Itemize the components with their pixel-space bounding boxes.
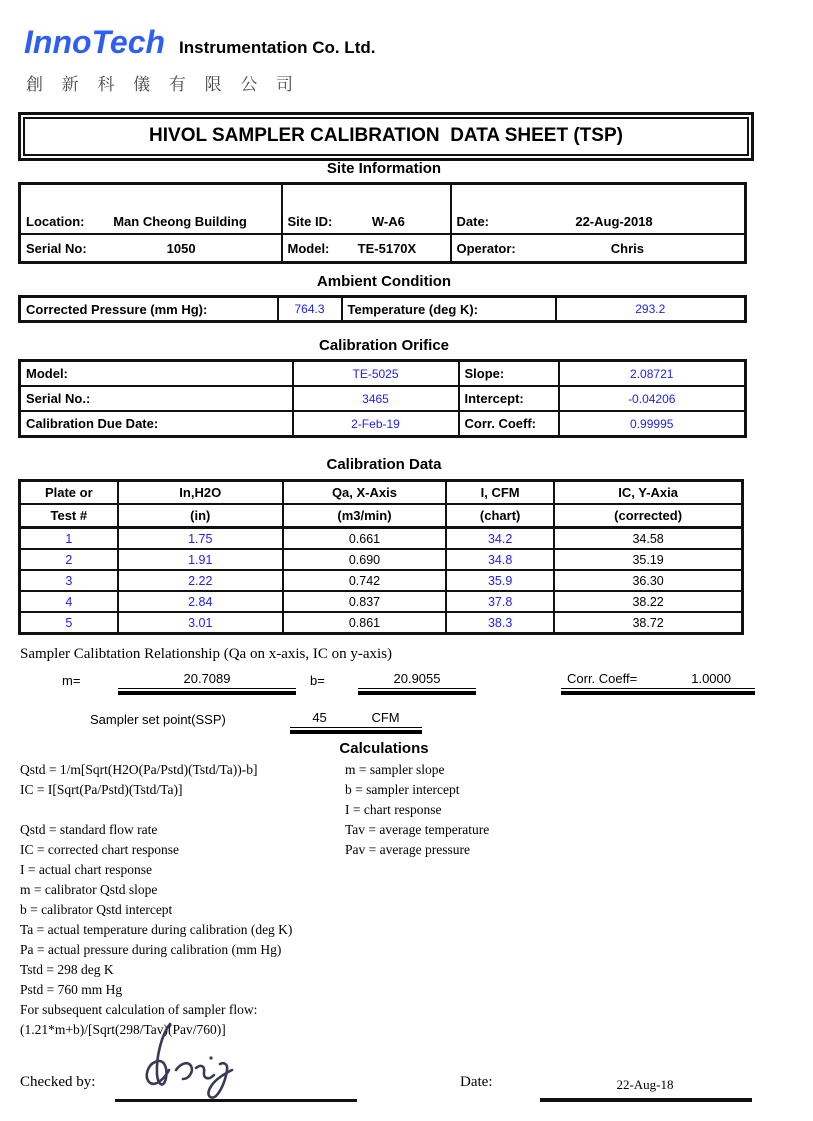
title-box [18,112,754,161]
pressure-value: 764.3 [278,297,342,322]
table-row [20,612,743,634]
site-operator-label: Operator: [456,240,516,256]
formula-line: For subsequent calculation of sampler flow: [20,1002,258,1017]
col-subheader: (m3/min) [283,504,446,528]
formula-line: Tstd = 298 deg K [20,962,114,977]
orifice-slope-value: 2.08721 [559,361,746,387]
site-id-cell [282,184,451,235]
ssp-value: 45 [312,710,327,725]
date-underline [540,1098,752,1102]
calibration-header-row-1 [20,481,743,505]
formula-line: Qstd = standard flow rate [20,822,158,837]
m-underline [118,691,296,695]
formula-line: I = actual chart response [20,862,153,877]
col-subheader: (chart) [446,504,554,528]
m-label: m= [62,673,81,688]
formula-line: Qstd = 1/m[Sqrt(H2O(Pa/Pstd)(Tstd/Ta))-b] [20,762,258,777]
b-label: b= [310,673,325,688]
table-row [20,570,743,591]
site-model-cell [282,234,451,263]
date-label: Date: [460,1074,493,1090]
footer-date-value: 22-Aug-18 [616,1077,674,1092]
calculations-right-column [345,760,605,860]
orifice-corr-coeff-label: Corr. Coeff: [459,411,559,437]
i-cfm: 37.8 [446,591,554,612]
i-cfm: 34.8 [446,549,554,570]
col-header: I, CFM [446,481,554,505]
corr-coeff-value: 1.0000 [691,671,731,686]
test-number: 2 [20,549,118,570]
col-header: IC, Y-Axia [554,481,742,505]
relationship-caption: Sampler Calibtation Relationship (Qa on x-axis, IC on y-axis) [20,646,393,662]
page-title: HIVOL SAMPLER CALIBRATION DATA SHEET (TSP) [23,117,749,156]
calculations-heading: Calculations [339,740,429,757]
m-value: 20.7089 [118,671,296,689]
col-header: In,H2O [118,481,283,505]
definition-line: m = sampler slope [345,762,445,777]
orifice-due-date-value: 2-Feb-19 [293,411,459,437]
orifice-due-date-label: Calibration Due Date: [20,411,293,437]
corr-coeff-group [561,671,755,695]
col-subheader: Test # [20,504,118,528]
pressure-label: Corrected Pressure (mm Hg): [20,297,278,322]
signature [118,1018,308,1102]
company-logo: InnoTech [24,24,166,60]
col-subheader: (corrected) [554,504,742,528]
i-cfm: 38.3 [446,612,554,634]
calibration-header-row-2 [20,504,743,528]
calibration-data-heading: Calibration Data [326,456,442,473]
qa-value: 0.837 [283,591,446,612]
company-name: Instrumentation Co. Ltd. [179,38,376,57]
site-date-cell [451,184,746,235]
test-number: 1 [20,528,118,550]
temperature-value: 293.2 [556,297,746,322]
site-id-value: W-A6 [371,214,405,229]
temperature-label: Temperature (deg K): [342,297,556,322]
ssp-unit: CFM [371,710,400,725]
formula-line: Ta = actual temperature during calibration (deg K) [20,922,293,937]
b-value: 20.9055 [358,671,476,689]
in-h2o: 2.22 [118,570,283,591]
ic-corrected: 36.30 [554,570,742,591]
ssp-label: Sampler set point(SSP) [90,712,226,727]
site-id-label: Site ID: [287,214,333,229]
in-h2o: 3.01 [118,612,283,634]
site-model-label: Model: [287,240,330,256]
site-serial-label: Serial No: [26,240,87,256]
test-number: 5 [20,612,118,634]
definition-line: Pav = average pressure [345,842,470,857]
ssp-value-group [290,710,422,734]
table-row [20,591,743,612]
site-information-table [18,182,747,264]
definition-line: I = chart response [345,802,442,817]
ambient-condition-table [18,295,747,323]
in-h2o: 1.75 [118,528,283,550]
qa-value: 0.661 [283,528,446,550]
qa-value: 0.742 [283,570,446,591]
formula-line: (1.21*m+b)/[Sqrt(298/Tav)(Pav/760)] [20,1022,226,1037]
company-header [24,26,375,58]
ssp-underline [290,730,422,734]
definition-line: Tav = average temperature [345,822,490,837]
ic-corrected: 35.19 [554,549,742,570]
calibration-orifice-heading: Calibration Orifice [318,337,450,354]
site-operator-cell [451,234,746,263]
corr-coeff-underline [561,691,755,695]
ambient-condition-heading: Ambient Condition [316,273,452,290]
qa-value: 0.690 [283,549,446,570]
site-serial-cell [20,234,282,263]
formula-line: m = calibrator Qstd slope [20,882,158,897]
col-header: Plate or [20,481,118,505]
calibration-orifice-table [18,359,747,438]
col-subheader: (in) [118,504,283,528]
test-number: 4 [20,591,118,612]
col-header: Qa, X-Axis [283,481,446,505]
formula-line: IC = corrected chart response [20,842,180,857]
b-underline [358,691,476,695]
orifice-corr-coeff-value: 0.99995 [559,411,746,437]
ic-corrected: 34.58 [554,528,742,550]
site-location-cell [20,184,282,235]
table-row [20,549,743,570]
orifice-intercept-label: Intercept: [459,386,559,411]
site-date-value: 22-Aug-2018 [575,214,653,229]
formula-line: Pa = actual pressure during calibration (mm Hg) [20,942,282,957]
table-row [20,528,743,550]
formula-line: Pstd = 760 mm Hg [20,982,123,997]
i-cfm: 34.2 [446,528,554,550]
formula-line: b = calibrator Qstd intercept [20,902,173,917]
in-h2o: 1.91 [118,549,283,570]
orifice-model-label: Model: [20,361,293,387]
calibration-data-table [18,479,744,635]
orifice-intercept-value: -0.04206 [559,386,746,411]
site-model-value: TE-5170X [357,240,417,256]
test-number: 3 [20,570,118,591]
orifice-serial-label: Serial No.: [20,386,293,411]
i-cfm: 35.9 [446,570,554,591]
checked-by-underline [115,1099,357,1102]
formula-line: IC = I[Sqrt(Pa/Pstd)(Tstd/Ta)] [20,782,183,797]
location-label: Location: [26,214,85,229]
corr-coeff-label: Corr. Coeff= [567,671,638,686]
site-operator-value: Chris [610,240,644,256]
location-value: Man Cheong Building [113,214,247,229]
ic-corrected: 38.22 [554,591,742,612]
orifice-slope-label: Slope: [459,361,559,387]
site-date-label: Date: [456,214,490,229]
sheet-content [18,0,750,1121]
site-serial-value: 1050 [166,240,196,256]
orifice-model-value: TE-5025 [293,361,459,387]
m-value-group [118,671,296,695]
in-h2o: 2.84 [118,591,283,612]
orifice-serial-value: 3465 [293,386,459,411]
checked-by-label: Checked by: [20,1074,96,1090]
site-information-heading: Site Information [326,160,442,177]
formula-line [20,800,340,820]
company-name-chinese: 創 新 科 儀 有 限 公 司 [26,75,301,94]
calculations-left-column [20,760,340,1040]
b-value-group [358,671,476,695]
qa-value: 0.861 [283,612,446,634]
definition-line: b = sampler intercept [345,782,460,797]
ic-corrected: 38.72 [554,612,742,634]
